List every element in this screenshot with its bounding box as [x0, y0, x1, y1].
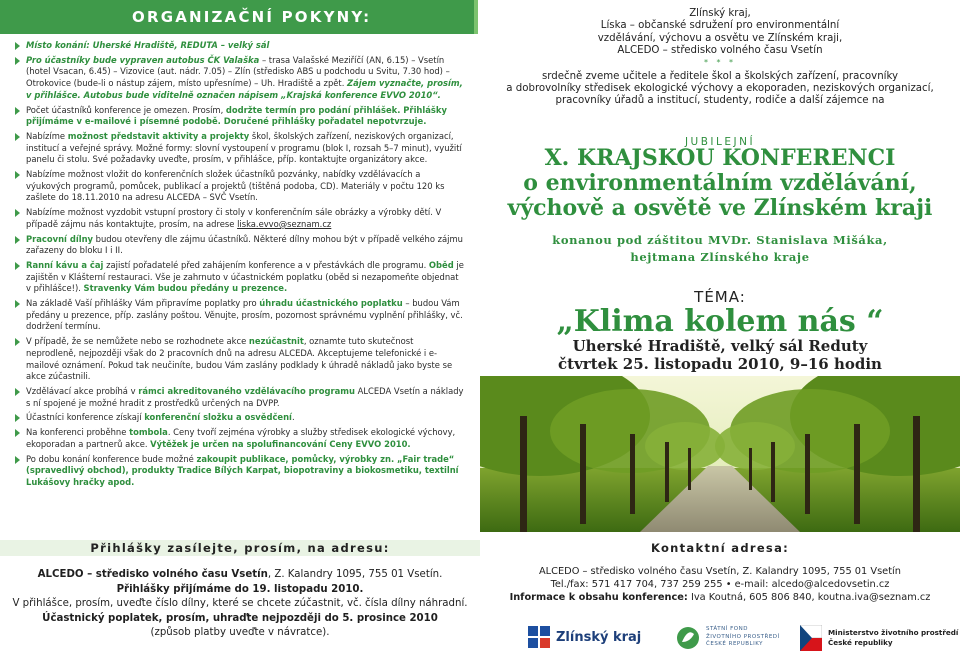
- patronage: [480, 232, 960, 266]
- title-line: výchově a osvětě ve Zlínském kraji: [507, 195, 933, 221]
- sfzp-line: ČESKÉ REPUBLIKY: [706, 641, 764, 647]
- date-line: čtvrtek 25. listopadu 2010, 9–16 hodin: [558, 354, 882, 373]
- instruction-text: Nabízíme možnost vložit do konferenčních složek účastníků pozvánky, nabídky vzdělávacích a výukových programů, pomůcek, publikací a projektů (tištěná podoba, CD). Materiály v počtu 120 ks zašlete do 18.11.2010 na adresu ALCEDA – SVČ Vsetín.: [26, 169, 445, 203]
- contact-info: [480, 532, 960, 658]
- instruction-text: Počet účastníků konference je omezen. Prosím,: [26, 104, 226, 115]
- instruction-item: [26, 55, 466, 102]
- title-line: X. KRAJSKOU KONFERENCI: [544, 145, 896, 171]
- instruction-text: škol, školských zařízení, neziskových organizací, institucí a veřejné správy. Možné formy: slovní vystoupení v programu (blok I, rozsah 5–7 minut), využití panelu či stolu. Své požadavky uveďte, prosím, v přihlášce, příp. kontaktujte organizátory akce.: [26, 130, 462, 165]
- instruction-text: je zajištěn v Klášterní restauraci. Vše je zahrnuto v účastnickém poplatku (oběd si nezapomeňte objednat v přihlášce!).: [26, 259, 464, 294]
- instruction-text: rámci akreditovaného vzdělávacího programu: [138, 385, 355, 396]
- instructions-list: [26, 40, 466, 492]
- instruction-text: . Ceny tvoří zejména výrobky a služby středisek ekologické výchovy, ekoporadan a partnerů akce.: [26, 427, 456, 449]
- contact-address: ALCEDO – středisko volného času Vsetín, Z. Kalandry 1095, 755 01 Vsetín: [538, 566, 901, 577]
- invite-line: a dobrovolníky středisek ekologické výchovy a ekoporaden, neziskových organizací,: [506, 83, 934, 95]
- conference-title: [480, 146, 960, 221]
- zlinsky-kraj-logo: [528, 622, 648, 654]
- instruction-item: [26, 207, 466, 230]
- application-info: [0, 532, 480, 658]
- sfzp-logo: [676, 622, 786, 654]
- instruction-text: nezúčastnit: [248, 336, 304, 347]
- tree-alley-photo: [480, 376, 960, 532]
- invite-line: srdečně zveme učitele a ředitele škol a školských zařízení, pracovníky: [541, 70, 899, 82]
- instruction-text: možnost představit aktivity a projekty: [67, 130, 250, 141]
- sfzp-line: STÁTNÍ FOND: [706, 626, 748, 632]
- instruction-item: [26, 131, 466, 166]
- instruction-item: [26, 40, 466, 52]
- instruction-text: Autobus bude viditelně označen nápisem „Krajská konference EVVO 2010“.: [83, 89, 441, 100]
- contact-phone-email: Tel./fax: 571 417 704, 737 259 255 • e-mail: alcedo@alcedovsetin.cz: [550, 578, 890, 590]
- instruction-text: V případě, že se nemůžete nebo se rozhodnete akce: [26, 336, 249, 347]
- instruction-item: [26, 454, 466, 489]
- instruction-text: Účastníci konference získají: [26, 412, 145, 423]
- address-bold: ALCEDO – středisko volného času Vsetín: [37, 569, 268, 580]
- instruction-text: úhradu účastnického poplatku: [259, 298, 403, 309]
- application-heading-bar: [0, 540, 480, 556]
- instruction-text: .: [291, 412, 295, 423]
- instruction-text: zajistí pořadatelé před zahájením konference a v přestávkách dle programu.: [103, 259, 429, 270]
- contact-heading-bar: [480, 540, 960, 556]
- partner-logos: [480, 622, 960, 656]
- organizer-line: Zlínský kraj,: [689, 8, 751, 19]
- instruction-item: [26, 427, 466, 450]
- zlinsky-kraj-logo-text: Zlínský kraj: [556, 630, 642, 645]
- mzp-line: Ministerstvo životního prostředí: [828, 628, 959, 637]
- instruction-text: Oběd: [428, 259, 454, 270]
- organizers-block: [480, 8, 960, 108]
- jubilee-label: JUBILEJNÍ: [684, 136, 756, 148]
- contact-info-value: Iva Koutná, 605 806 840, koutna.iva@seznam.cz: [687, 591, 931, 603]
- instruction-text: Stravenky Vám budou předány u prezence.: [83, 283, 288, 294]
- instruction-item: [26, 169, 466, 204]
- venue-line: Uherské Hradiště, velký sál Reduty: [572, 337, 868, 355]
- instruction-text: Výtěžek je určen na spolufinancování Ceny EVVO 2010.: [150, 438, 411, 449]
- theme-title: „Klima kolem nás “: [556, 304, 884, 339]
- separator-stars: * * *: [703, 57, 737, 67]
- instruction-text: zakoupit publikace, pomůcky, výrobky zn. „Fair trade“ (spravedlivý obchod), produkty Tradice Bílých Karpat, biopotraviny a biokosmetiku, textilní Lukášovy hračky apod.: [26, 453, 459, 487]
- right-column: [480, 0, 960, 532]
- instruction-item: [26, 234, 466, 257]
- instruction-text: ALCEDA Vsetín a náklady s ní spojené je možné hradit z prostředků určených na DVPP.: [26, 385, 464, 408]
- contact-text: [480, 566, 960, 604]
- organizer-line: Líska – občanské sdružení pro environmentální: [600, 20, 840, 32]
- venue-date: [480, 338, 960, 373]
- application-address: [0, 568, 480, 583]
- zlinsky-kraj-emblem-icon: [528, 626, 550, 648]
- instruction-text: – trasa Valašské Meziříčí (AN, 6.15) – Vsetín (hotel Vsacan, 6.45) – Vizovice (aut. nádr. 7.05) – Zlín (středisko ABS u podchodu u Svitu, 7.30 hod) – Otrokovice (bude-li o nástup zájem, místo upřesníme) – Uh. Hradiště a zpět.: [26, 54, 450, 89]
- email-link[interactable]: liska.evvo@seznam.cz: [237, 218, 332, 229]
- instruction-item: [26, 386, 466, 409]
- application-note: V přihlášce, prosím, uveďte číslo dílny, které se chcete zúčastnit, vč. čísla dílny náhradní.: [12, 598, 468, 609]
- instruction-text: tombola: [129, 427, 168, 438]
- instruction-text: Místo konání: Uherské Hradiště, REDUTA – velký sál: [26, 40, 270, 50]
- organizer-line: vzdělávání, výchovu a osvětu ve Zlínském kraji,: [597, 32, 843, 44]
- fee-deadline: Účastnický poplatek, prosím, uhraďte nejpozději do 5. prosince 2010: [42, 612, 438, 624]
- mzp-logo: [800, 622, 959, 654]
- application-heading: Přihlášky zasílejte, prosím, na adresu:: [90, 541, 390, 555]
- organizer-line: ALCEDO – středisko volného času Vsetín: [617, 45, 823, 57]
- invite-line: pracovníky úřadů a institucí, studenty, rodiče a další zájemce na: [555, 95, 885, 107]
- section-banner: [0, 0, 478, 34]
- patronage-line: konanou pod záštitou MVDr. Stanislava Mišáka,: [552, 233, 888, 247]
- sfzp-leaf-icon: [676, 626, 700, 650]
- instruction-text: Ranní kávu a čaj: [26, 259, 104, 270]
- contact-heading: Kontaktní adresa:: [650, 541, 790, 555]
- contact-info-line: [480, 592, 960, 605]
- instruction-text: Zájem vyznačte, prosím, v přihlášce.: [26, 78, 463, 100]
- instruction-item: [26, 260, 466, 295]
- application-deadline: Přihlášky přijímáme do 19. listopadu 2010.: [116, 583, 364, 595]
- instruction-text: Nabízíme možnost vyzdobit vstupní prostory či stoly v konferenčním sále obrázky a výrobky dětí. V případě zájmu nás kontaktujte, prosím, na adrese: [26, 207, 442, 229]
- instruction-item: [26, 336, 466, 383]
- instruction-text: budou otevřeny dle zájmu účastníků. Některé dílny mohou být v případě velkého zájmu zařazeny do bloku I i II.: [26, 233, 463, 256]
- instruction-text: , oznamte tuto skutečnost neprodleně, nejpozději však do 2 pracovních dnů na adresu ALCEDA. Akceptujeme telefonické i e-mailové oznámení. Pokud tak neučiníte, budou Vám zaslány podklady k úhradě nákladů jako byste se akce zúčastnili.: [26, 336, 453, 382]
- fee-note: (způsob platby uveďte v návratce).: [150, 627, 330, 638]
- mzp-flag-icon: [800, 625, 822, 651]
- instruction-text: Po dobu konání konference bude možné: [26, 453, 197, 464]
- sfzp-line: ŽIVOTNÍHO PROSTŘEDÍ: [706, 633, 780, 640]
- theme-label: TÉMA:: [694, 288, 746, 306]
- instruction-text: Pro účastníky bude vypraven autobus ČK Valaška: [26, 54, 260, 65]
- instruction-text: Na základě Vaší přihlášky Vám připravíme poplatky pro: [26, 298, 260, 309]
- instruction-text: – budou Vám předány u prezence, příp. zaslány poštou. Věnujte, prosím, pozornost správnému vyplnění přihlášky, vč. dodržení termínu.: [26, 298, 463, 332]
- instruction-text: Nabízíme: [26, 130, 68, 141]
- instruction-text: Vzdělávací akce probíhá v: [26, 385, 139, 396]
- patronage-line: hejtmana Zlínského kraje: [630, 250, 810, 264]
- mzp-line: České republiky: [828, 637, 893, 647]
- instruction-text: konferenční složku a osvědčení: [144, 412, 292, 423]
- instruction-text: dodržte termín pro podání přihlášek. Přihlášky přijímáme v e-mailové i písemné podobě. Doručené přihlášky pořadatel nepotvrzuje.: [26, 104, 447, 127]
- instruction-text: Na konferenci proběhne: [26, 427, 130, 438]
- section-title: ORGANIZAČNÍ POKYNY:: [132, 8, 372, 26]
- instruction-item: [26, 105, 466, 128]
- contact-info-label: Informace k obsahu konference:: [509, 591, 688, 603]
- address-rest: , Z. Kalandry 1095, 755 01 Vsetín.: [267, 569, 443, 580]
- application-text: [0, 568, 480, 641]
- instruction-item: [26, 298, 466, 333]
- title-line: o environmentálním vzdělávání,: [523, 170, 917, 196]
- instruction-item: [26, 412, 466, 424]
- instruction-text: Pracovní dílny: [26, 233, 94, 244]
- left-column: [0, 0, 480, 532]
